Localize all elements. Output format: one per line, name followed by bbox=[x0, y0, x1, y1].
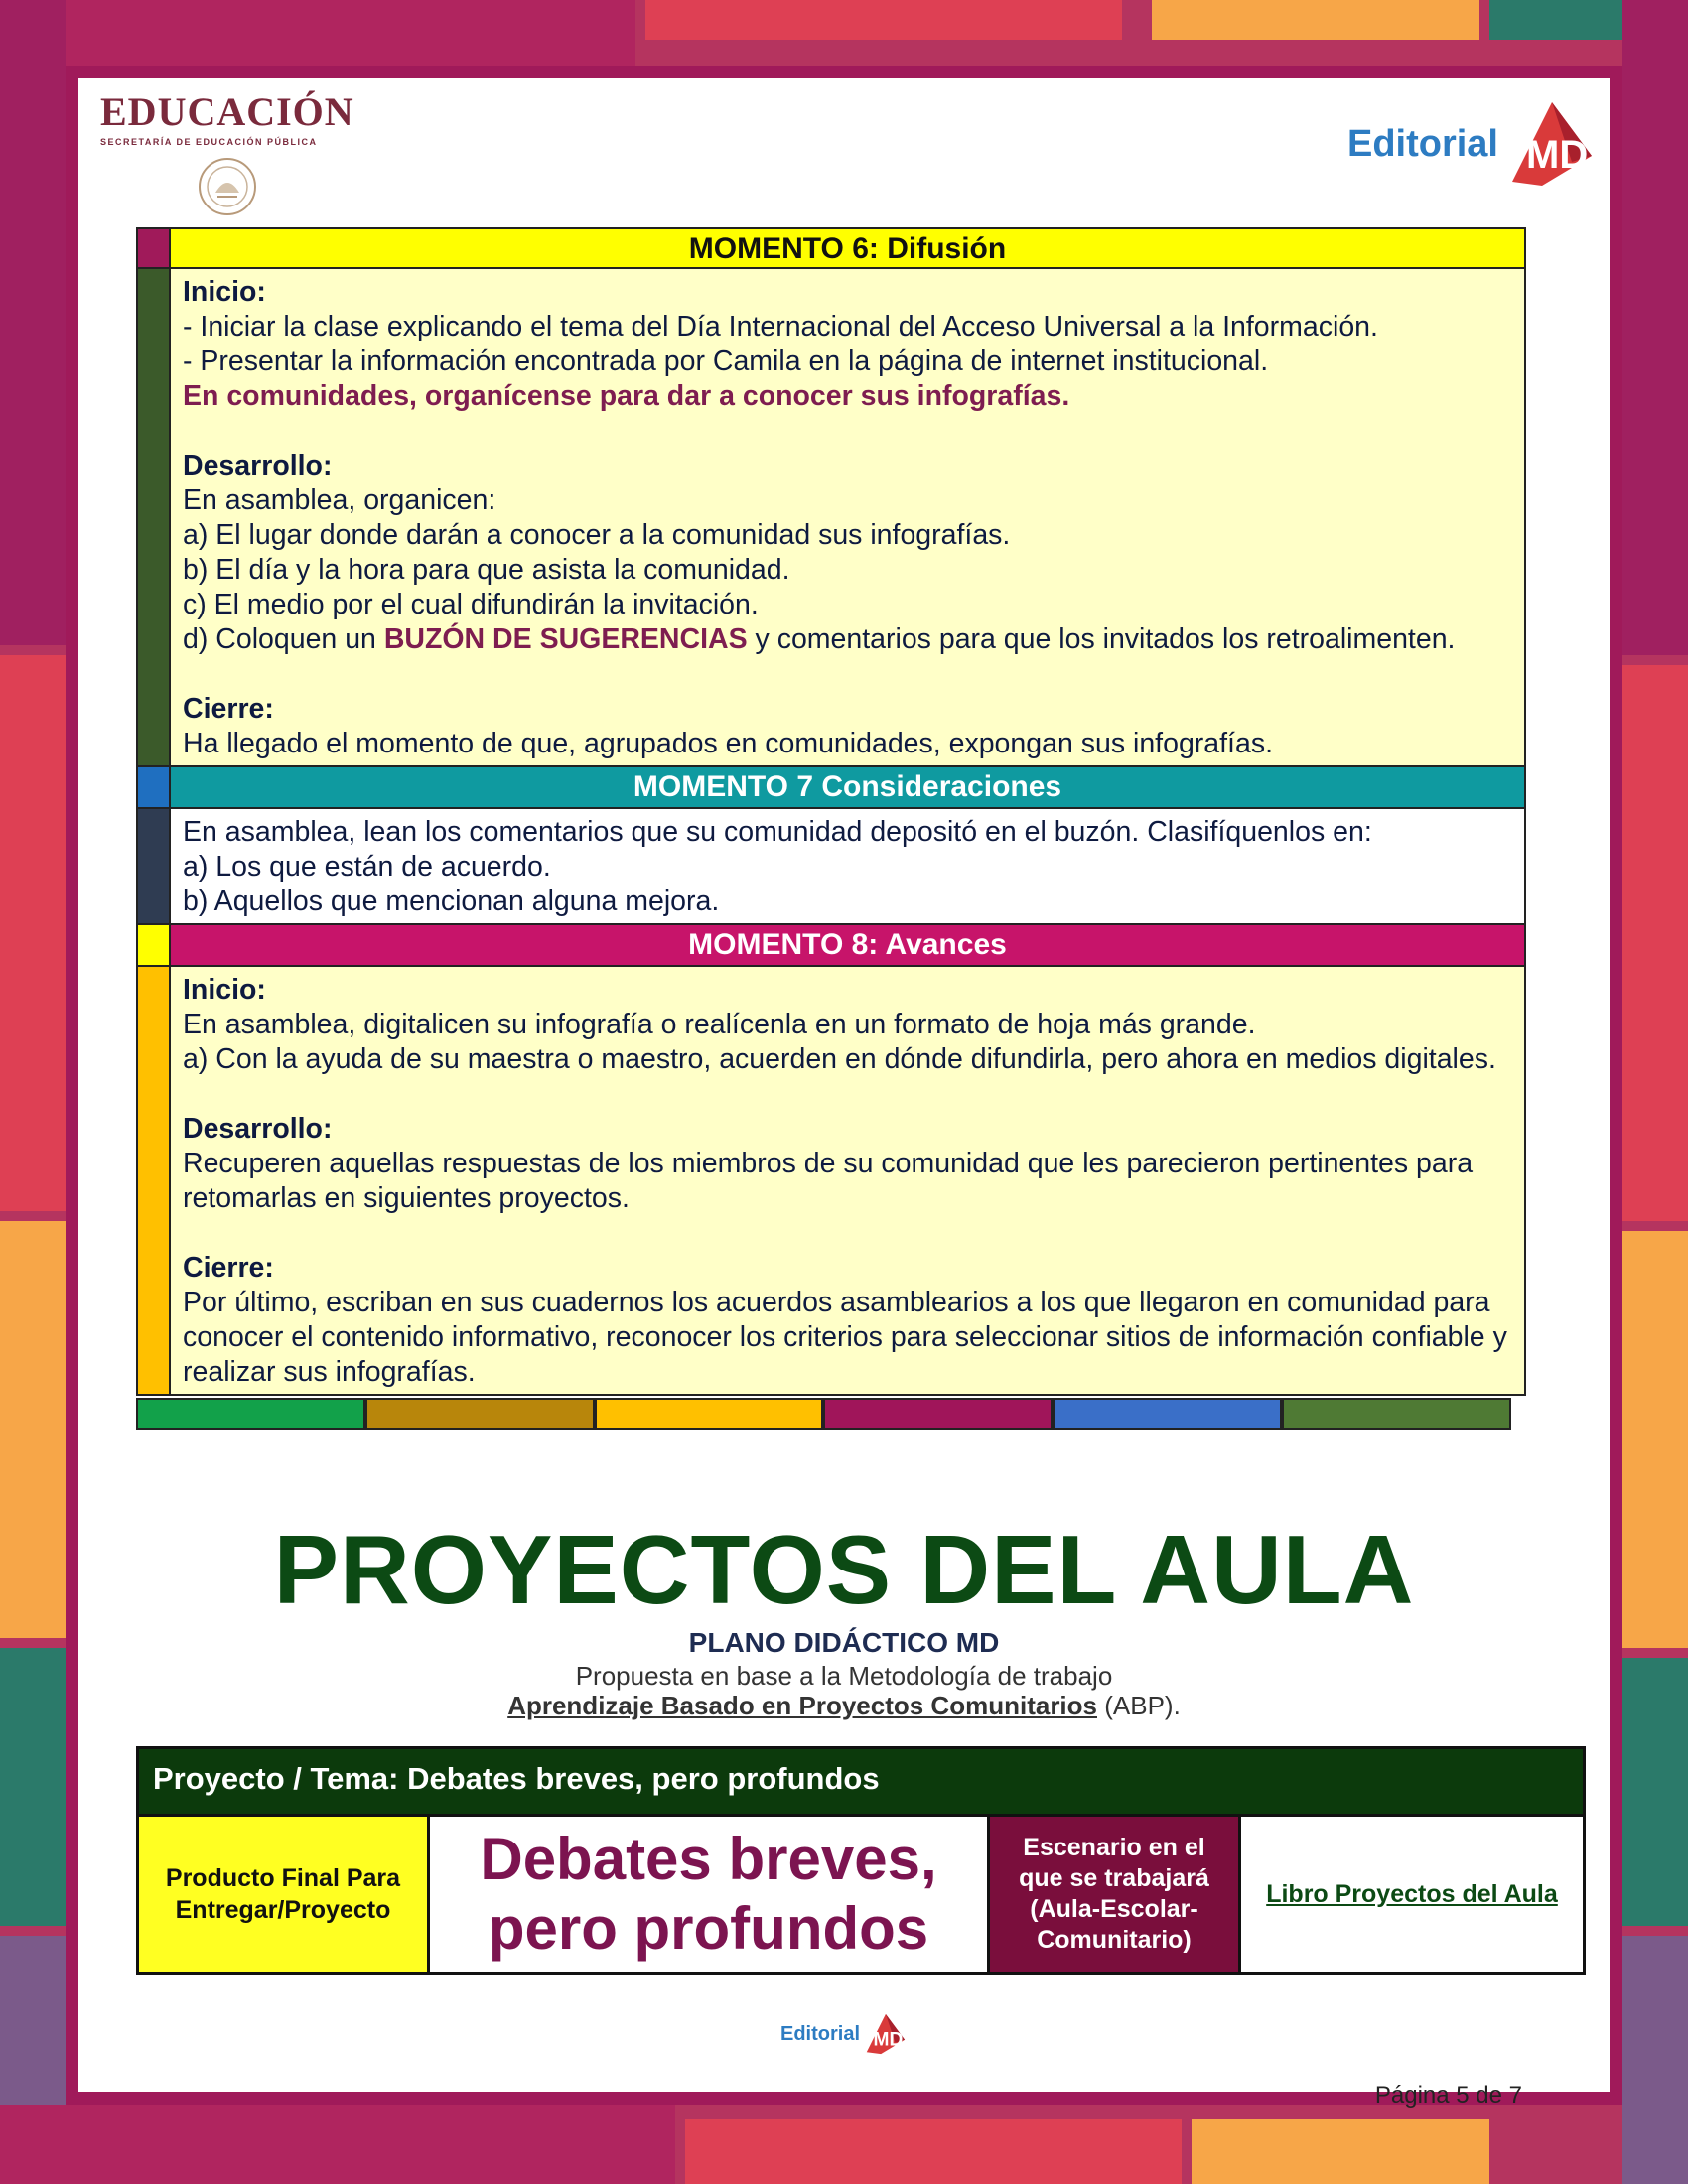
row-marker bbox=[136, 925, 169, 967]
momento7-body-row bbox=[136, 809, 1526, 925]
color-swatch bbox=[136, 1398, 365, 1430]
section-label: Inicio: bbox=[183, 974, 266, 1006]
momento8-title: MOMENTO 8: Avances bbox=[169, 925, 1526, 967]
color-bar bbox=[136, 1398, 1511, 1430]
text-line: En asamblea, digitalicen su infografía o realícenla en un formato de hoja más grande. bbox=[183, 1009, 1256, 1040]
bg-tile bbox=[645, 0, 1122, 40]
text-fragment: d) Coloquen un bbox=[183, 623, 384, 655]
sep-subtitle: SECRETARÍA DE EDUCACIÓN PÚBLICA bbox=[100, 137, 318, 147]
row-marker bbox=[136, 227, 169, 269]
bg-tile bbox=[1192, 2119, 1489, 2184]
text-line: b) El día y la hora para que asista la comunidad. bbox=[183, 554, 790, 586]
metodo-text bbox=[78, 1691, 1610, 1721]
bg-tile bbox=[0, 2105, 675, 2184]
momento7-title: MOMENTO 7 Consideraciones bbox=[169, 767, 1526, 809]
svg-text:MD: MD bbox=[873, 2029, 904, 2051]
bg-tile bbox=[1152, 0, 1479, 40]
producto-final-cell: Producto Final Para Entregar/Proyecto bbox=[139, 1817, 430, 1972]
bg-tile bbox=[0, 1221, 66, 1638]
md-small-word: Editorial bbox=[779, 2022, 860, 2045]
editorial-md-logo bbox=[1347, 96, 1598, 192]
metodo-suffix: (ABP). bbox=[1097, 1691, 1181, 1720]
text-line: a) Con la ayuda de su maestra o maestro, acuerden en dónde difundirla, pero ahora en medios digitales. bbox=[183, 1043, 1496, 1075]
bg-tile bbox=[0, 0, 66, 645]
section-label: Desarrollo: bbox=[183, 450, 333, 481]
momento7-header-row bbox=[136, 767, 1526, 809]
md-logo-icon bbox=[862, 2011, 908, 2057]
plano-subtitle: PLANO DIDÁCTICO MD bbox=[688, 1627, 1000, 1658]
momento6-header-row bbox=[136, 227, 1526, 269]
bg-tile bbox=[0, 1648, 66, 1926]
accent-line: En comunidades, organícense para dar a conocer sus infografías. bbox=[183, 380, 1070, 412]
momento6-body bbox=[169, 269, 1526, 767]
momento8-body-row bbox=[136, 967, 1526, 1396]
color-swatch bbox=[595, 1398, 824, 1430]
color-swatch bbox=[1053, 1398, 1282, 1430]
proyecto-row bbox=[139, 1817, 1583, 1972]
row-marker bbox=[136, 809, 169, 925]
row-marker bbox=[136, 967, 169, 1396]
text-line: En asamblea, organicen: bbox=[183, 484, 496, 516]
row-marker bbox=[136, 269, 169, 767]
section-label: Cierre: bbox=[183, 1252, 274, 1284]
momento6-title: MOMENTO 6: Difusión bbox=[169, 227, 1526, 269]
section-label: Desarrollo: bbox=[183, 1113, 333, 1145]
bg-tile bbox=[0, 655, 66, 1211]
momento8-body bbox=[169, 967, 1526, 1396]
section-label: Inicio: bbox=[183, 276, 266, 308]
proyectos-title: PROYECTOS DEL AULA bbox=[273, 1515, 1415, 1624]
proyecto-titulo-cell: Debates breves, pero profundos bbox=[430, 1817, 990, 1972]
page-number: Página 5 de 7 bbox=[1374, 2082, 1522, 2109]
bg-tile bbox=[1622, 1936, 1688, 2184]
text-fragment: y comentarios para que los invitados los retroalimenten. bbox=[747, 623, 1456, 655]
buzon-accent: BUZÓN DE SUGERENCIAS bbox=[383, 623, 748, 655]
svg-text:MD: MD bbox=[1526, 133, 1589, 177]
sep-logo bbox=[100, 88, 398, 223]
text-line: b) Aquellos que mencionan alguna mejora. bbox=[183, 886, 720, 917]
text-line: Ha llegado el momento de que, agrupados en comunidades, expongan sus infografías. bbox=[183, 728, 1273, 759]
bg-tile bbox=[1622, 1231, 1688, 1648]
text-line: a) Los que están de acuerdo. bbox=[183, 851, 551, 883]
page-content bbox=[78, 78, 1610, 2109]
bg-tile bbox=[1622, 665, 1688, 1221]
color-swatch bbox=[823, 1398, 1053, 1430]
momentos-table bbox=[136, 227, 1526, 1430]
proyecto-table bbox=[136, 1746, 1586, 1975]
propuesta-text: Propuesta en base a la Metodología de trabajo bbox=[575, 1661, 1113, 1691]
bg-tile bbox=[1622, 1658, 1688, 1926]
metodo-link[interactable]: Aprendizaje Basado en Proyectos Comunitarios bbox=[507, 1691, 1097, 1720]
color-swatch bbox=[1282, 1398, 1511, 1430]
editorial-md-small-logo bbox=[78, 2011, 1610, 2057]
text-line bbox=[183, 622, 1512, 657]
md-logo-icon bbox=[1502, 96, 1598, 192]
row-marker bbox=[136, 767, 169, 809]
color-swatch bbox=[365, 1398, 595, 1430]
proyecto-head: Proyecto / Tema: Debates breves, pero profundos bbox=[139, 1749, 1583, 1817]
text-line: c) El medio por el cual difundirán la invitación. bbox=[183, 589, 759, 620]
text-line: Por último, escriban en sus cuadernos los acuerdos asamblearios a los que llegaron en comunidad para conocer el contenido informativo, reconocer los criterios para seleccionar sitios de información confiable y realizar sus infografías. bbox=[183, 1287, 1507, 1388]
libro-link-cell[interactable]: Libro Proyectos del Aula bbox=[1241, 1817, 1583, 1972]
momento7-body bbox=[169, 809, 1526, 925]
text-line: - Presentar la información encontrada por Camila en la página de internet institucional. bbox=[183, 345, 1269, 377]
momento8-header-row bbox=[136, 925, 1526, 967]
escenario-cell: Escenario en el que se trabajará (Aula-Escolar-Comunitario) bbox=[990, 1817, 1241, 1972]
text-line: - Iniciar la clase explicando el tema del Día Internacional del Acceso Universal a la Información. bbox=[183, 311, 1378, 342]
text-line: a) El lugar donde darán a conocer a la comunidad sus infografías. bbox=[183, 519, 1011, 551]
mexico-seal-icon bbox=[188, 155, 267, 218]
page-frame bbox=[66, 66, 1622, 2109]
bg-tile bbox=[0, 0, 635, 66]
md-logo-word: Editorial bbox=[1346, 122, 1498, 165]
bg-tile bbox=[685, 2119, 1182, 2184]
section-label: Cierre: bbox=[183, 693, 274, 725]
bg-tile bbox=[1622, 0, 1688, 655]
sep-title: EDUCACIÓN bbox=[100, 89, 354, 134]
text-line: Recuperen aquellas respuestas de los miembros de su comunidad que les parecieron pertinentes para retomarlas en siguientes proyectos. bbox=[183, 1148, 1474, 1214]
text-line: En asamblea, lean los comentarios que su comunidad depositó en el buzón. Clasifíquenlos en: bbox=[183, 816, 1372, 848]
momento6-body-row bbox=[136, 269, 1526, 767]
